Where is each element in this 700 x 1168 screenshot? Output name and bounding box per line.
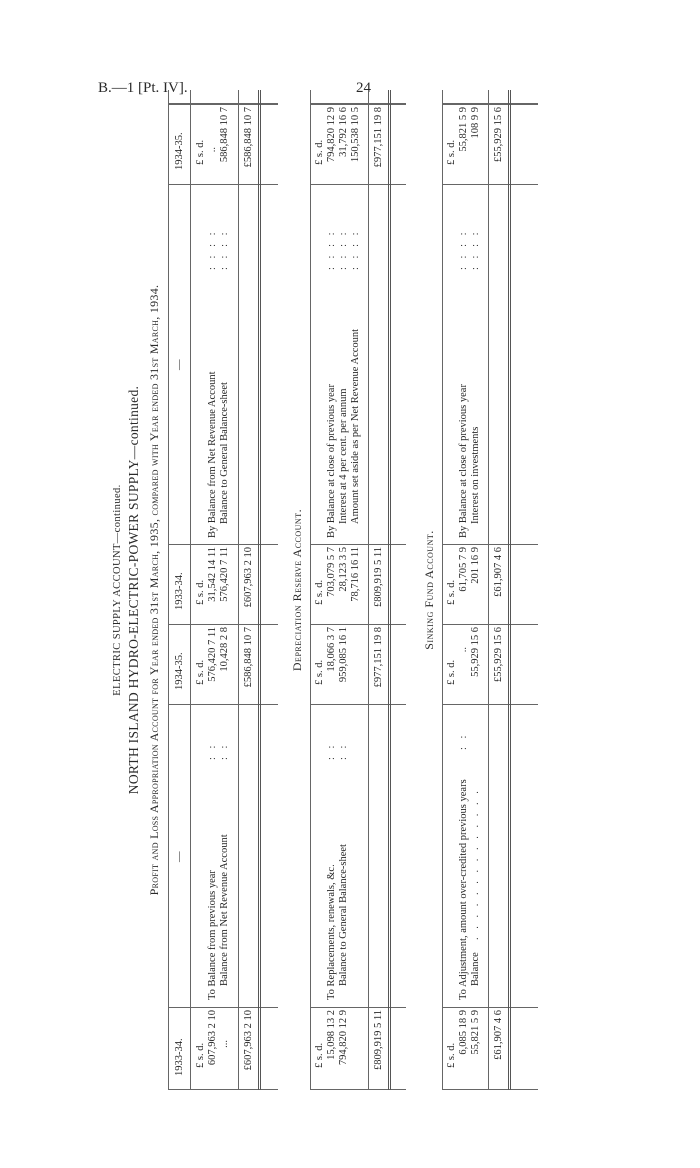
sinking-fund-title: Sinking Fund Account. bbox=[422, 530, 436, 650]
units: £ s. d. bbox=[446, 139, 457, 165]
units: £ s. d. bbox=[195, 579, 206, 605]
units: £ s. d. bbox=[446, 579, 457, 605]
leader-dots: : : : : bbox=[350, 229, 361, 270]
leader-dots: : : bbox=[207, 742, 218, 760]
col-rule bbox=[442, 544, 538, 545]
leader-dots: : : : : bbox=[470, 229, 481, 270]
pl-cr-prev-1: 31,542 14 11 bbox=[207, 547, 218, 602]
leader-dots: . . . . . . . . . . . . . . bbox=[470, 788, 481, 940]
col-rule bbox=[442, 184, 538, 185]
rule bbox=[508, 90, 511, 1090]
leader-dots: : : : : bbox=[207, 229, 218, 270]
profit-loss-table bbox=[168, 90, 278, 1090]
pl-cr-item-1: By Balance from Net Revenue Account bbox=[207, 371, 218, 538]
sf-dr-total-prev: £61,907 4 6 bbox=[493, 1010, 504, 1060]
pl-dr-total-prev: £607,963 2 10 bbox=[243, 1010, 254, 1071]
col-rule bbox=[442, 1007, 538, 1008]
dep-dr-curr-1: 18,066 3 7 bbox=[326, 627, 337, 672]
dep-cr-item-1: By Balance at close of previous year bbox=[326, 384, 337, 538]
col-rule bbox=[442, 103, 538, 105]
dep-dr-total-prev: £809,919 5 11 bbox=[373, 1010, 384, 1070]
units: £ s. d. bbox=[314, 579, 325, 605]
pl-dr-item-2: Balance from Net Revenue Account bbox=[219, 834, 230, 986]
pl-dr-prev-2: ... bbox=[219, 1040, 230, 1048]
title-north-island: NORTH ISLAND HYDRO-ELECTRIC-POWER SUPPLY—continued. bbox=[126, 385, 141, 795]
sf-cr-curr-2: 108 9 9 bbox=[470, 107, 481, 139]
title-profit-loss: Profit and Loss Appropriation Account for Year ended 31st March, 1935, compared with Year ended 31st March, 1934. bbox=[147, 284, 161, 896]
col-rule bbox=[168, 624, 278, 625]
col-rule bbox=[168, 103, 278, 105]
col-rule bbox=[310, 103, 406, 105]
sf-cr-curr-1: 55,821 5 9 bbox=[458, 107, 469, 152]
leader-dots: : : : : bbox=[338, 229, 349, 270]
head-1934-35: 1934-35. bbox=[174, 132, 185, 170]
units: £ s. d. bbox=[314, 659, 325, 685]
rule bbox=[310, 90, 311, 1090]
pl-cr-item-2: Balance to General Balance-sheet bbox=[219, 382, 230, 524]
dep-cr-item-3: Amount set aside as per Net Revenue Account bbox=[350, 328, 361, 524]
pl-cr-prev-2: 576,420 7 11 bbox=[219, 547, 230, 602]
dep-dr-prev-1: 15,098 13 2 bbox=[326, 1010, 337, 1060]
sf-cr-prev-2: 201 16 9 bbox=[470, 547, 481, 584]
leader-dots: : : bbox=[219, 742, 230, 760]
rule bbox=[388, 90, 391, 1090]
dep-cr-prev-2: 28,123 3 5 bbox=[338, 547, 349, 592]
rule bbox=[238, 90, 239, 1090]
col-rule bbox=[168, 184, 278, 185]
col-rule bbox=[168, 704, 278, 705]
col-rule bbox=[442, 1089, 538, 1090]
col-rule bbox=[310, 704, 406, 705]
col-rule bbox=[442, 624, 538, 625]
head-dash: — bbox=[174, 851, 185, 862]
head-dash: — bbox=[174, 359, 185, 370]
rotated-accounts-page bbox=[110, 90, 590, 1090]
units: £ s. d. bbox=[446, 1042, 457, 1068]
page-number: 24 bbox=[356, 80, 371, 96]
depreciation-title: Depreciation Reserve Account. bbox=[290, 508, 304, 672]
dep-cr-curr-1: 794,820 12 9 bbox=[326, 107, 337, 163]
leader-dots: : : : : bbox=[458, 229, 469, 270]
sf-cr-total-prev: £61,907 4 6 bbox=[493, 547, 504, 597]
pl-dr-item-1: To Balance from previous year bbox=[207, 870, 218, 1000]
leader-dots: : : : : bbox=[219, 229, 230, 270]
sf-cr-total-curr: £55,929 15 6 bbox=[493, 107, 504, 163]
leader-dots: : : : : bbox=[326, 229, 337, 270]
col-rule bbox=[310, 544, 406, 545]
sf-cr-item-2: Interest on investments bbox=[470, 426, 481, 524]
rule bbox=[258, 90, 261, 1090]
sinking-fund-table bbox=[442, 90, 538, 1090]
units: £ s. d. bbox=[314, 1042, 325, 1068]
sf-dr-prev-2: 55,821 5 9 bbox=[470, 1010, 481, 1055]
title-electric-supply bbox=[112, 90, 123, 1090]
pl-dr-curr-2: 10,428 2 8 bbox=[219, 627, 230, 672]
rule bbox=[368, 90, 369, 1090]
col-rule bbox=[310, 184, 406, 185]
col-rule bbox=[310, 624, 406, 625]
depreciation-table bbox=[310, 90, 406, 1090]
head-1933-34: 1933-34. bbox=[174, 1038, 185, 1076]
dep-dr-curr-2: 959,085 16 1 bbox=[338, 627, 349, 683]
section-reference: B.—1 [Pt. IV]. bbox=[98, 80, 188, 96]
col-rule bbox=[310, 1007, 406, 1008]
dep-dr-total-curr: £977,151 19 8 bbox=[373, 627, 384, 688]
sf-dr-item-2: Balance bbox=[470, 952, 481, 986]
sf-cr-prev-1: 61,705 7 9 bbox=[458, 547, 469, 592]
head-1933-34: 1933-34. bbox=[174, 572, 185, 610]
rule bbox=[488, 90, 489, 1090]
dep-cr-curr-3: 150,538 10 5 bbox=[350, 107, 361, 163]
dep-cr-item-2: Interest at 4 per cent. per annum bbox=[338, 388, 349, 524]
rule bbox=[442, 90, 443, 1090]
pl-dr-total-curr: £586,848 10 7 bbox=[243, 627, 254, 688]
units: £ s. d. bbox=[195, 1042, 206, 1068]
dep-cr-prev-3: 78,716 16 11 bbox=[350, 547, 361, 602]
dep-dr-item-2: Balance to General Balance-sheet bbox=[338, 844, 349, 986]
pl-dr-curr-1: 576,420 7 11 bbox=[207, 627, 218, 682]
sf-dr-curr-2: 55,929 15 6 bbox=[470, 627, 481, 677]
sf-dr-prev-1: 6,085 18 9 bbox=[458, 1010, 469, 1055]
sf-dr-curr-1: .. bbox=[458, 647, 469, 653]
col-rule bbox=[442, 704, 538, 705]
leader-dots: : : bbox=[338, 742, 349, 760]
leader-dots: : : bbox=[326, 742, 337, 760]
units: £ s. d. bbox=[446, 659, 457, 685]
title-line-1: ELECTRIC SUPPLY ACCOUNT—continued. bbox=[112, 484, 123, 696]
sf-dr-total-curr: £55,929 15 6 bbox=[493, 627, 504, 683]
sf-dr-item-1: To Adjustment, amount over-credited previous years bbox=[458, 779, 469, 1000]
units: £ s. d. bbox=[195, 139, 206, 165]
col-rule bbox=[168, 1007, 278, 1008]
dep-cr-curr-2: 31,792 16 6 bbox=[338, 107, 349, 157]
pl-cr-curr-1: .. bbox=[207, 147, 218, 153]
dep-cr-prev-1: 703,079 5 7 bbox=[326, 547, 337, 597]
dep-dr-item-1: To Replacements, renewals, &c. bbox=[326, 864, 337, 1000]
col-rule bbox=[168, 1089, 278, 1090]
rule bbox=[168, 90, 169, 1090]
head-1934-35: 1934-35. bbox=[174, 652, 185, 690]
leader-dots: : : bbox=[458, 732, 469, 750]
dep-cr-total-curr: £977,151 19 8 bbox=[373, 107, 384, 168]
pl-cr-curr-2: 586,848 10 7 bbox=[219, 107, 230, 163]
pl-dr-prev-1: 607,963 2 10 bbox=[207, 1010, 218, 1066]
rule bbox=[190, 90, 191, 1090]
dep-cr-total-prev: £809,919 5 11 bbox=[373, 547, 384, 607]
pl-cr-total-curr: £586,848 10 7 bbox=[243, 107, 254, 168]
pl-cr-total-prev: £607,963 2 10 bbox=[243, 547, 254, 608]
col-rule bbox=[168, 544, 278, 545]
units: £ s. d. bbox=[195, 659, 206, 685]
sf-cr-item-1: By Balance at close of previous year bbox=[458, 384, 469, 538]
col-rule bbox=[310, 1089, 406, 1090]
units: £ s. d. bbox=[314, 139, 325, 165]
dep-dr-prev-2: 794,820 12 9 bbox=[338, 1010, 349, 1066]
